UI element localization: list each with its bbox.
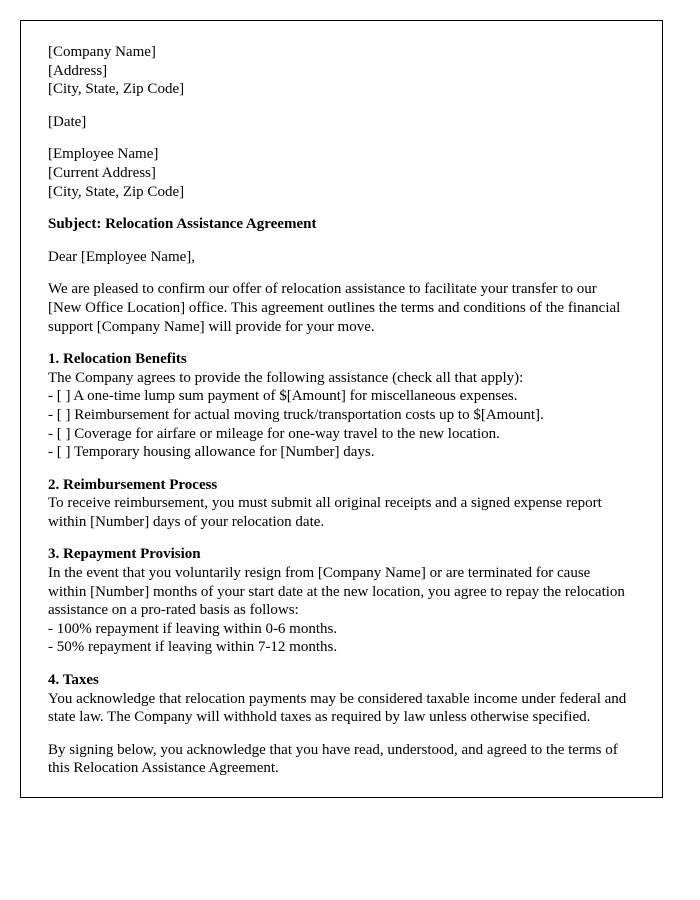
- subject-line: Subject: Relocation Assistance Agreement: [48, 216, 317, 233]
- list-item: - 100% repayment if leaving within 0-6 months.: [48, 620, 338, 637]
- list-item: - 50% repayment if leaving within 7-12 months.: [48, 639, 338, 656]
- recipient-city-line: [City, State, Zip Code]: [48, 183, 185, 200]
- salutation-block: [48, 248, 630, 267]
- sender-address-line: [Address]: [48, 62, 108, 79]
- section-repayment-provision: [48, 545, 630, 657]
- section-relocation-benefits: [48, 350, 630, 462]
- section-body: You acknowledge that relocation payments may be considered taxable income under federal and state law. The Company will withhold taxes as required by law unless otherwise specified.: [48, 690, 631, 726]
- checklist-item: - [ ] Temporary housing allowance for [Number] days.: [48, 444, 375, 461]
- section-heading: 2. Reimbursement Process: [48, 476, 218, 493]
- checklist-item: - [ ] Coverage for airfare or mileage for one-way travel to the new location.: [48, 425, 500, 442]
- section-reimbursement-process: [48, 476, 630, 532]
- section-body: The Company agrees to provide the following assistance (check all that apply):: [48, 369, 524, 386]
- section-taxes: [48, 671, 630, 727]
- document-page: [20, 20, 663, 798]
- section-body: In the event that you voluntarily resign from [Company Name] or are terminated for cause within [Number] months of your start date at the new location, you agree to repay the relocation assistance on a pro-rated basis as follows:: [48, 565, 629, 619]
- section-heading: 3. Repayment Provision: [48, 546, 201, 563]
- subject-block: [48, 215, 630, 234]
- date-line: [Date]: [48, 113, 87, 130]
- checklist-item: - [ ] A one-time lump sum payment of $[Amount] for miscellaneous expenses.: [48, 388, 518, 405]
- sender-company-line: [Company Name]: [48, 44, 156, 60]
- salutation-line: Dear [Employee Name],: [48, 248, 196, 265]
- recipient-address-block: [48, 145, 630, 201]
- sender-address-block: [48, 43, 630, 99]
- intro-paragraph: We are pleased to confirm our offer of relocation assistance to facilitate your transfer to our [New Office Location] office. This agreement outlines the terms and conditions of the financial support [Company Name] will provide for your move.: [48, 281, 625, 335]
- section-heading: 1. Relocation Benefits: [48, 351, 187, 368]
- recipient-name-line: [Employee Name]: [48, 146, 159, 163]
- date-block: [48, 113, 630, 132]
- closing-paragraph: By signing below, you acknowledge that you have read, understood, and agreed to the terms of this Relocation Assistance Agreement.: [48, 741, 622, 777]
- sender-city-line: [City, State, Zip Code]: [48, 81, 185, 98]
- checklist-item: - [ ] Reimbursement for actual moving truck/transportation costs up to $[Amount].: [48, 406, 544, 423]
- section-body: To receive reimbursement, you must submit all original receipts and a signed expense report within [Number] days of your relocation date.: [48, 495, 606, 530]
- recipient-address-line: [Current Address]: [48, 164, 156, 181]
- section-heading: 4. Taxes: [48, 672, 99, 689]
